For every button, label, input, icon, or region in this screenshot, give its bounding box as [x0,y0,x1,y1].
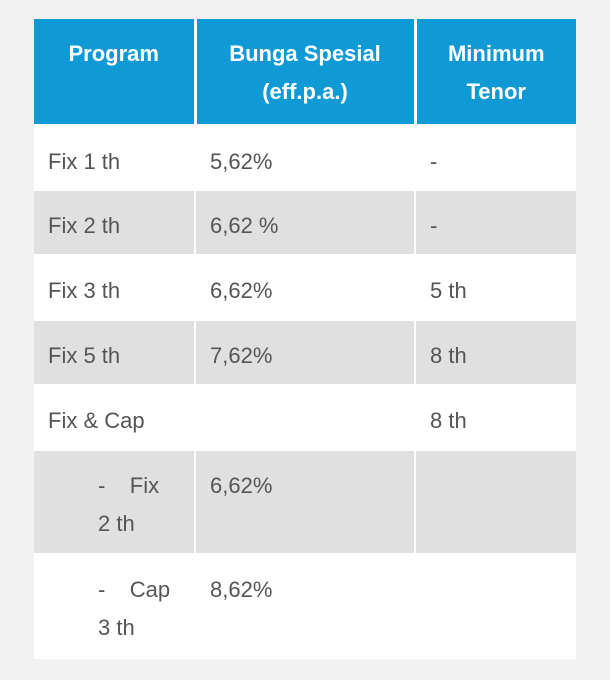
tenor-cell [415,554,576,658]
rate-cell [195,385,415,450]
table-row [34,554,576,658]
tenor-cell: - [415,125,576,190]
table-header-row [34,19,576,125]
tenor-cell: 8 th [415,320,576,385]
tenor-cell: - [415,190,576,255]
table-row [34,450,576,554]
table-row [34,385,576,450]
program-cell: Fix 2 th [34,190,195,255]
program-cell: Fix 3 th [34,255,195,320]
program-cell: - Cap 3 th [34,554,195,658]
program-cell: - Fix 2 th [34,450,195,554]
program-cell: Fix & Cap [34,385,195,450]
rate-cell: 6,62 % [195,190,415,255]
tenor-cell: 8 th [415,385,576,450]
table-row [34,125,576,190]
tenor-cell: 5 th [415,255,576,320]
table-row [34,190,576,255]
rate-cell: 6,62% [195,450,415,554]
header-program: Program [34,19,195,125]
tenor-cell [415,450,576,554]
rate-cell: 5,62% [195,125,415,190]
program-cell: Fix 1 th [34,125,195,190]
header-bunga-spesial: Bunga Spesial (eff.p.a.) [195,19,415,125]
table-row [34,255,576,320]
rate-table [34,19,576,659]
program-cell: Fix 5 th [34,320,195,385]
rate-cell: 7,62% [195,320,415,385]
table-row [34,320,576,385]
rate-cell: 8,62% [195,554,415,658]
rate-table-container [34,19,576,659]
rate-cell: 6,62% [195,255,415,320]
header-minimum-tenor: Minimum Tenor [415,19,576,125]
